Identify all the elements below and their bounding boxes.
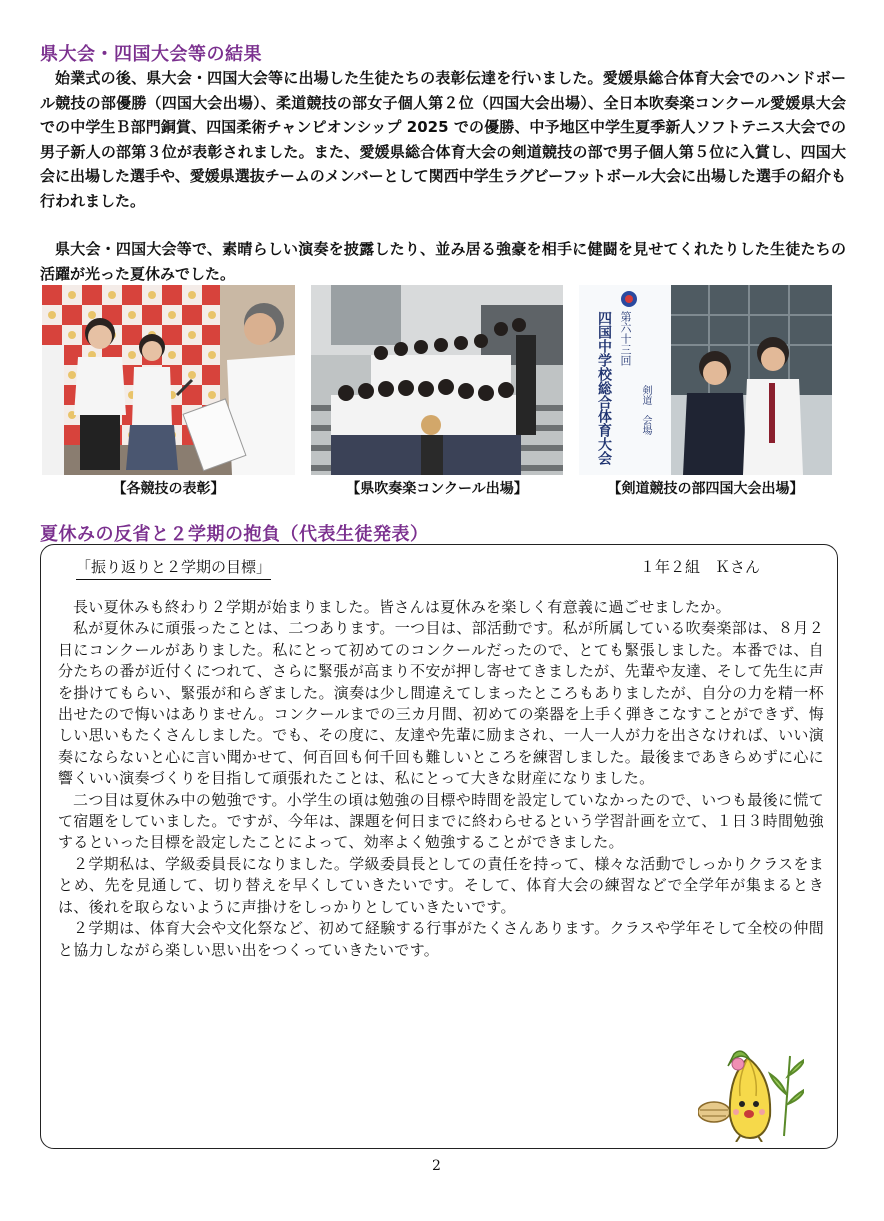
caption-award-ceremony: 【各競技の表彰】 [112, 481, 225, 497]
banner-venue: 剣道 会場 [640, 385, 651, 435]
results-paragraph-1: 始業式の後、県大会・四国大会等に出場した生徒たちの表彰伝達を行いました。愛媛県総合体育大会でのハンドボール競技の部優勝（四国大会出場）、柔道競技の部女子個人第２位（四国大会出場）、全日本吹奏楽コンクール愛媛県大会での中学生Ｂ部門銅賞、四国柔術チャンピオンシップ 2025 での優勝、中予地区中学生夏季新人ソフトテニス大会での男子新人の部第３位が表彰されました。また、愛媛県総合体育大会の剣道競技の部で男子個人第５位に入賞し、四国大会に出場した選手や、愛媛県選抜チームのメンバーとして関西中学生ラグビーフットボール大会に出場した選手の紹介も行われました。 [40, 69, 846, 210]
essay-paragraph: 長い夏休みも終わり２学期が始まりました。皆さんは夏休みを楽しく有意義に過ごせましたか。 [73, 598, 731, 616]
caption-kendo-tournament: 【剣道競技の部四国大会出場】 [607, 481, 804, 497]
essay-author: １年２組 Ｋさん [640, 558, 761, 576]
caption-band-competition: 【県吹奏楽コンクール出場】 [346, 481, 528, 497]
banner-round: 第六十三回 [619, 311, 632, 366]
essay-paragraph: ２学期は、体育大会や文化祭など、初めて経験する行事がたくさんあります。クラスや学年そして全校の仲間と協力しながら楽しい思い出をつくっていきたいです。 [58, 919, 824, 959]
section-heading-reflection: 夏休みの反省と２学期の抱負（代表生徒発表） [40, 524, 429, 545]
essay-paragraph: 二つ目は夏休み中の勉強です。小学生の頃は勉強の目標や時間を設定していなかったので、いつも最後に慌てて宿題をしていました。ですが、今年は、課題を何日までに終わらせるという学習計画を立て、１日３時間勉強するといった目標を設定したことによって、効率よく勉強することができました。 [58, 790, 824, 852]
banner-event-name: 四国中学校総合体育大会 [596, 311, 612, 465]
photo-award-ceremony [42, 285, 295, 475]
photo-kendo-tournament [579, 285, 832, 475]
essay-paragraph: 私が夏休みに頑張ったことは、二つあります。一つ目は、部活動です。私が所属している吹奏楽部は、８月２日にコンクールがありました。私にとって初めてのコンクールだったので、とても緊張しました。本番では、自分たちの番が近付くにつれて、さらに緊張が高まり不安が押し寄せてきましたが、先輩や友達、そして先生に声を掛けてもらい、緊張が和らぎました。演奏は少し間違えてしまったところもありましたが、自分の力を精一杯出せたので悔いはありません。コンクールまでの三カ月間、初めての楽器を上手く弾きこなすことができず、悔しい思いもたくさんしました。でも、その度に、友達や先輩に励まされ、一人一人が力を出さなければ、いい演奏にならないと心に言い聞かせて、何百回も何千回も難しいところを練習しました。最後まであきらめずに心に響くいい演奏づくりを目指して頑張れたことは、私にとって大きな財産になりました。 [58, 619, 824, 788]
essay-body [58, 597, 824, 961]
photo-band-competition [311, 285, 563, 475]
essay-title: 「振り返りと２学期の目標」 [76, 556, 271, 580]
bamboo-shoot-mascot-icon [698, 1046, 804, 1142]
section-heading-results: 県大会・四国大会等の結果 [40, 44, 262, 65]
essay-paragraph: ２学期私は、学級委員長になりました。学級委員長としての責任を持って、様々な活動でしっかりクラスをまとめ、先を見通して、切り替えを早くしていきたいです。そして、体育大会の練習などで全学年が集まるときは、後れを取らないように声掛けをしっかりとしていきたいです。 [58, 854, 824, 916]
results-paragraph-2: 県大会・四国大会等で、素晴らしい演奏を披露したり、並み居る強豪を相手に健闘を見せてくれたりした生徒たちの活躍が光った夏休みでした。 [40, 240, 846, 283]
page-number: 2 [432, 1158, 441, 1174]
